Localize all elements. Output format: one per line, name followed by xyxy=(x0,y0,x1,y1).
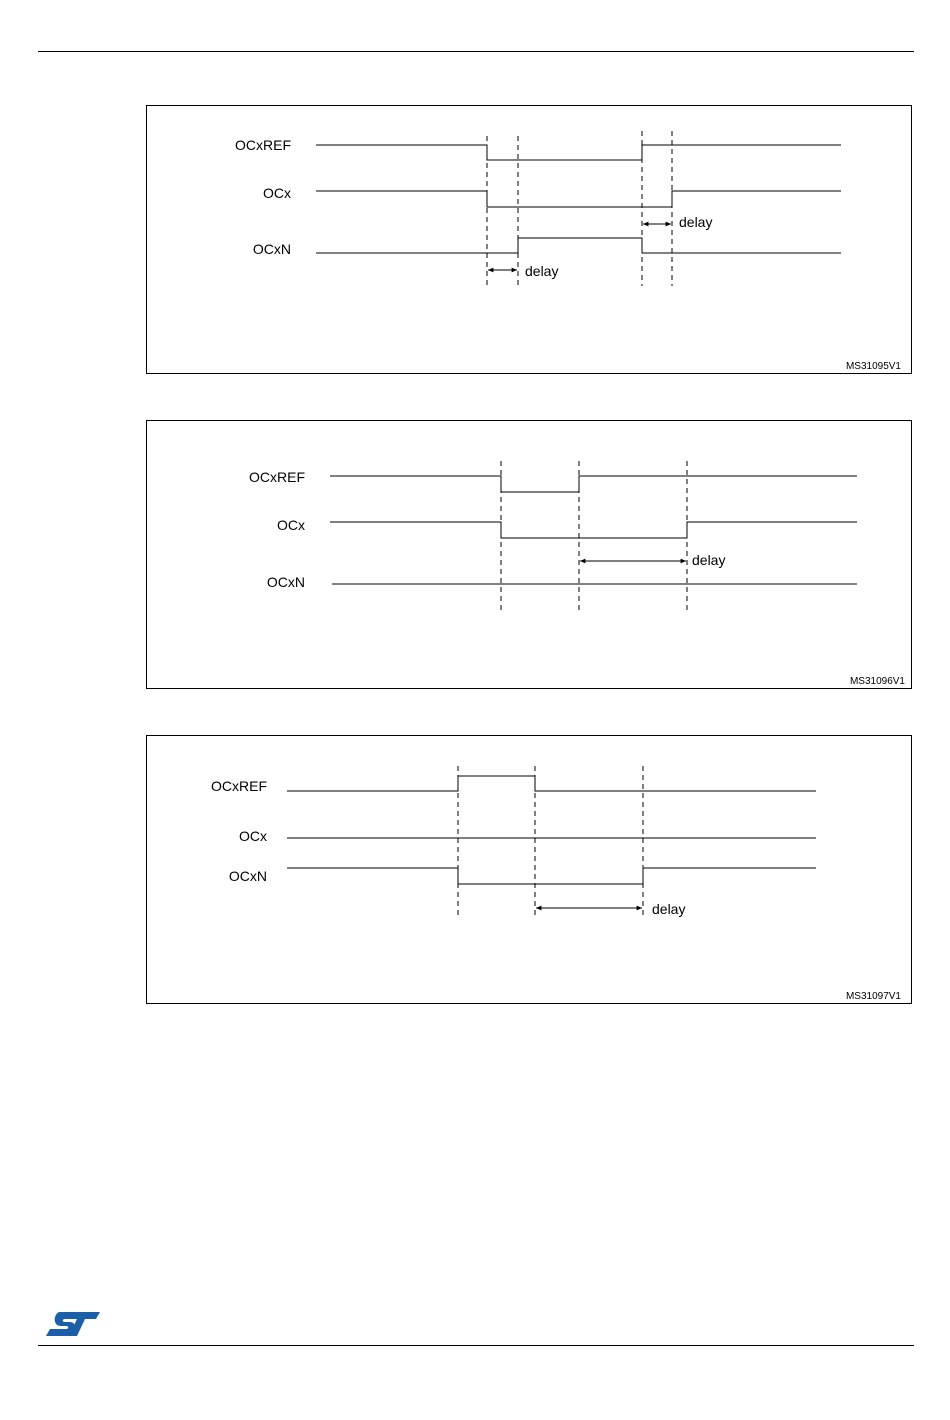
ocxref-waveform xyxy=(316,145,841,160)
ocxref-waveform xyxy=(287,776,816,791)
delay-label: delay xyxy=(652,901,686,917)
timing-diagram-2 xyxy=(146,420,912,689)
ocxref-waveform xyxy=(330,476,857,492)
timing-diagram-3 xyxy=(146,735,912,1004)
signal-label-ocxn: OCxN xyxy=(228,868,267,884)
timing-diagram-1-svg xyxy=(147,106,913,375)
ocxn-waveform xyxy=(287,868,816,884)
ocx-waveform xyxy=(330,522,857,538)
signal-label-ocxref: OCxREF xyxy=(211,778,267,794)
signal-label-ocxn: OCxN xyxy=(252,241,291,257)
signal-label-ocxn: OCxN xyxy=(266,574,305,590)
timing-diagram-2-svg xyxy=(147,421,913,690)
signal-label-ocxref: OCxREF xyxy=(235,137,291,153)
ocx-waveform xyxy=(316,191,841,207)
signal-label-ocxref: OCxREF xyxy=(249,469,305,485)
header-rule xyxy=(38,51,914,52)
delay-label: delay xyxy=(525,263,559,279)
footer-rule xyxy=(38,1345,914,1346)
figure-code: MS31097V1 xyxy=(845,991,901,1002)
signal-label-ocx: OCx xyxy=(277,517,305,533)
timing-diagram-1 xyxy=(146,105,912,374)
delay-label: delay xyxy=(692,552,726,568)
signal-label-ocx: OCx xyxy=(263,185,291,201)
figure-code: MS31096V1 xyxy=(849,676,905,687)
timing-diagram-3-svg xyxy=(147,736,913,1005)
delay-label: delay xyxy=(679,214,713,230)
signal-label-ocx: OCx xyxy=(239,828,267,844)
st-logo-icon xyxy=(44,1310,102,1338)
figure-code: MS31095V1 xyxy=(845,361,901,372)
ocxn-waveform xyxy=(316,238,841,253)
